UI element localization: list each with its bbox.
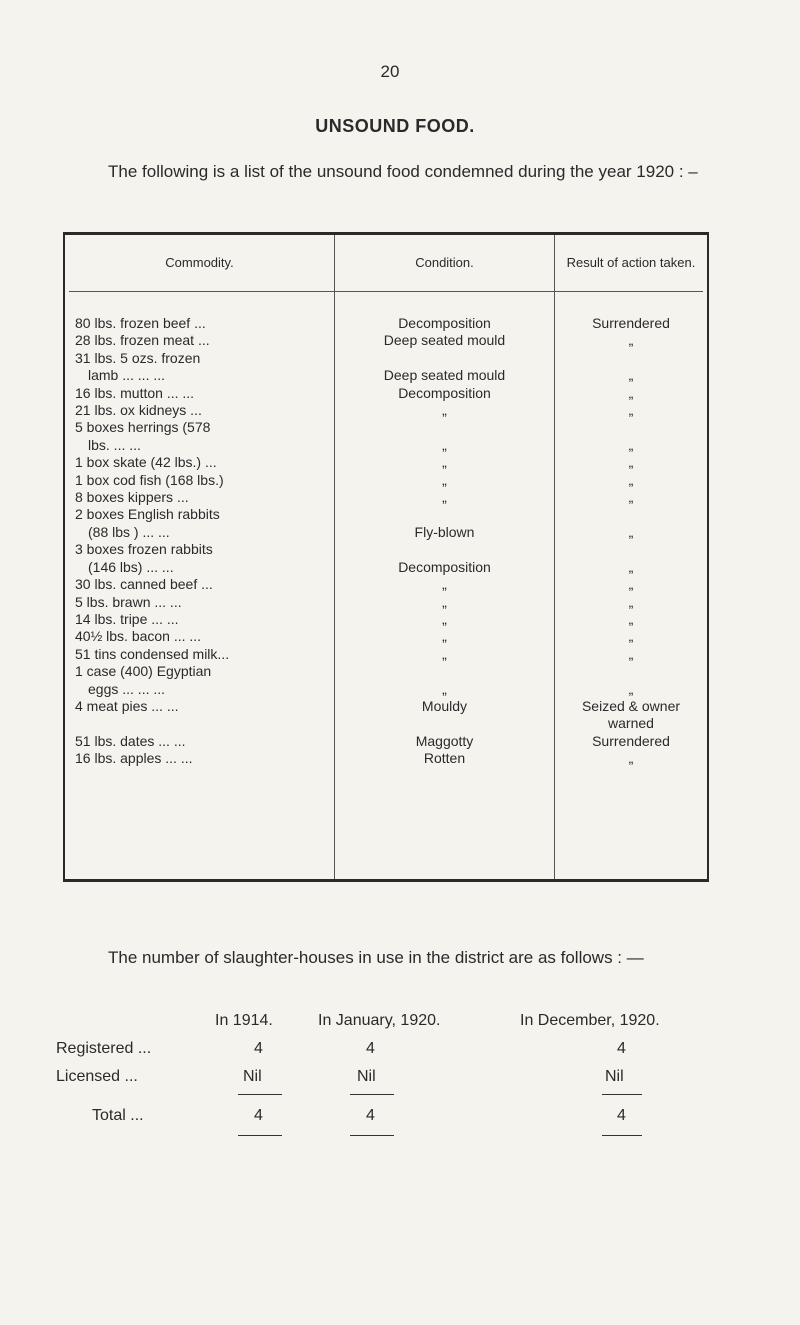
condition-cell: „	[442, 436, 447, 453]
result-cell	[555, 367, 707, 384]
table-row	[65, 402, 707, 419]
table-body	[65, 315, 707, 768]
commodity-cell	[75, 646, 327, 663]
commodity-cell	[75, 663, 327, 698]
commodity-cell	[75, 454, 327, 471]
condition-cell: „	[442, 454, 447, 471]
result-cell	[555, 733, 707, 750]
result-text: Surrendered	[592, 315, 670, 331]
result-cell	[555, 524, 707, 541]
commodity-text: 4 meat pies ... ...	[75, 697, 179, 714]
commodity-text: 51 lbs. dates ... ...	[75, 732, 186, 749]
commodity-text-continued: (88 lbs ) ... ...	[88, 523, 170, 540]
column-header-commodity: Commodity.	[165, 255, 234, 270]
table-row	[65, 576, 707, 593]
commodity-cell	[75, 472, 327, 489]
commodity-text-continued: (146 lbs) ... ...	[88, 558, 174, 575]
header-rule	[69, 291, 703, 292]
sum-rule	[602, 1094, 642, 1095]
commodity-text: 80 lbs. frozen beef ...	[75, 315, 206, 331]
commodity-cell	[75, 594, 327, 611]
row-spacer	[75, 715, 327, 732]
table-row	[65, 315, 707, 332]
condition-cell: Deep seated mould	[383, 332, 506, 349]
result-cell	[555, 332, 707, 349]
commodity-text: 1 case (400) Egyptian	[75, 663, 212, 680]
commodity-cell	[75, 733, 327, 750]
condition-cell: „	[442, 576, 447, 593]
total-rule	[238, 1135, 282, 1136]
result-cell	[555, 681, 707, 698]
table-row	[65, 350, 707, 385]
page-title: UNSOUND FOOD.	[315, 116, 475, 136]
result-text: „	[628, 576, 634, 593]
commodity-cell	[75, 332, 327, 349]
commodity-cell	[75, 350, 327, 385]
sum-rule	[238, 1094, 282, 1095]
condition-cell: Decomposition	[398, 384, 491, 401]
commodity-text: 1 box cod fish (168 lbs.)	[75, 471, 224, 488]
table-row	[65, 611, 707, 628]
table-row	[65, 646, 707, 663]
result-cell	[555, 385, 707, 402]
condition-cell: Rotten	[423, 750, 466, 767]
commodity-text: 3 boxes frozen rabbits	[75, 541, 213, 558]
unsound-food-table	[63, 232, 709, 882]
cell-value: 4	[254, 1107, 263, 1124]
commodity-cell	[75, 698, 327, 733]
result-text: „	[628, 750, 634, 767]
total-rule	[602, 1135, 642, 1136]
condition-cell: „	[442, 471, 447, 488]
condition-cell: „	[442, 402, 447, 419]
table-row	[65, 332, 707, 349]
column-header-jan-1920: In January, 1920.	[318, 1012, 441, 1029]
condition-cell: Mouldy	[421, 697, 468, 714]
result-text: „	[628, 384, 634, 401]
result-text: „	[628, 680, 634, 697]
result-cell	[555, 594, 707, 611]
result-text: „	[628, 628, 634, 645]
condition-cell: „	[442, 628, 447, 645]
result-text-continued: warned	[608, 715, 654, 732]
result-cell	[555, 611, 707, 628]
result-text: „	[628, 332, 634, 349]
result-text: Seized & owner	[581, 697, 681, 714]
result-cell	[555, 750, 707, 767]
result-cell	[555, 559, 707, 576]
condition-cell: Deep seated mould	[383, 367, 506, 384]
slaughter-intro: The number of slaughter-houses in use in the district are as follows : —	[108, 948, 644, 967]
commodity-text: 16 lbs. mutton ... ...	[75, 384, 195, 401]
result-cell	[555, 454, 707, 471]
result-text: „	[628, 367, 634, 384]
sum-rule	[350, 1094, 394, 1095]
column-header-condition: Condition.	[415, 255, 474, 270]
table-row	[65, 489, 707, 506]
commodity-cell	[75, 611, 327, 628]
column-header-result: Result of action taken.	[566, 255, 696, 270]
result-cell	[555, 698, 707, 733]
commodity-cell	[75, 576, 327, 593]
condition-cell: „	[442, 610, 447, 627]
result-text: Surrendered	[592, 732, 670, 749]
result-cell	[555, 628, 707, 645]
table-row	[65, 454, 707, 471]
result-text: „	[628, 593, 634, 610]
result-cell	[555, 489, 707, 506]
table-row	[65, 663, 707, 698]
commodity-text: 40½ lbs. bacon ... ...	[75, 628, 202, 645]
commodity-cell	[75, 750, 327, 767]
commodity-cell	[75, 628, 327, 645]
result-cell	[555, 315, 707, 332]
commodity-text: 31 lbs. 5 ozs. frozen	[75, 349, 201, 366]
table-row	[65, 541, 707, 576]
condition-cell: „	[442, 489, 447, 506]
result-text: „	[628, 489, 634, 506]
commodity-text: 30 lbs. canned beef ...	[75, 576, 213, 593]
condition-cell: Maggotty	[415, 732, 474, 749]
row-label-registered: Registered ...	[56, 1040, 152, 1057]
commodity-cell	[75, 419, 327, 454]
result-cell	[555, 646, 707, 663]
result-cell	[555, 437, 707, 454]
result-cell	[555, 576, 707, 593]
commodity-text: 8 boxes kippers ...	[75, 489, 189, 506]
condition-cell: „	[442, 645, 447, 662]
result-text: „	[628, 645, 634, 662]
condition-cell: Fly-blown	[414, 523, 475, 540]
commodity-text-continued: lbs. ... ...	[88, 436, 141, 453]
page-number: 20	[380, 62, 400, 81]
commodity-cell	[75, 489, 327, 506]
result-text: „	[628, 523, 634, 540]
table-row	[65, 733, 707, 750]
column-header-dec-1920: In December, 1920.	[520, 1012, 660, 1029]
commodity-text: 1 box skate (42 lbs.) ...	[75, 454, 217, 471]
condition-cell: „	[442, 593, 447, 610]
commodity-text: 28 lbs. frozen meat ...	[75, 332, 210, 349]
commodity-text: 5 lbs. brawn ... ...	[75, 593, 182, 610]
result-text: „	[628, 402, 634, 419]
column-header-1914: In 1914.	[215, 1012, 273, 1029]
table-row	[65, 419, 707, 454]
commodity-text: 2 boxes English rabbits	[75, 506, 220, 523]
commodity-text-continued: eggs ... ... ...	[88, 680, 166, 697]
table-row	[65, 472, 707, 489]
cell-value: 4	[366, 1107, 375, 1124]
commodity-text: 16 lbs. apples ... ...	[75, 750, 193, 767]
condition-cell: Decomposition	[398, 315, 491, 331]
cell-value: Nil	[605, 1068, 624, 1085]
commodity-cell	[75, 506, 327, 541]
table-row	[65, 594, 707, 611]
result-text: „	[628, 610, 634, 627]
result-text: „	[628, 454, 634, 471]
cell-value: 4	[617, 1107, 626, 1124]
commodity-text: 21 lbs. ox kidneys ...	[75, 402, 202, 419]
result-text: „	[628, 436, 634, 453]
table-row	[65, 506, 707, 541]
table-row	[65, 698, 707, 733]
cell-value: 4	[254, 1040, 263, 1057]
table-row	[65, 750, 707, 767]
table-row	[65, 628, 707, 645]
total-rule	[350, 1135, 394, 1136]
commodity-text: 14 lbs. tripe ... ...	[75, 610, 179, 627]
commodity-text-continued: lamb ... ... ...	[88, 367, 166, 384]
intro-paragraph: The following is a list of the unsound food condemned during the year 1920 : –	[108, 162, 698, 181]
commodity-text: 5 boxes herrings (578	[75, 419, 211, 436]
result-cell	[555, 402, 707, 419]
cell-value: 4	[617, 1040, 626, 1057]
condition-cell: „	[442, 680, 447, 697]
commodity-cell	[75, 402, 327, 419]
commodity-text: 51 tins condensed milk...	[75, 645, 230, 662]
cell-value: Nil	[243, 1068, 262, 1085]
commodity-cell	[75, 541, 327, 576]
cell-value: Nil	[357, 1068, 376, 1085]
commodity-cell	[75, 385, 327, 402]
commodity-cell	[75, 315, 327, 332]
row-label-licensed: Licensed ...	[56, 1068, 138, 1085]
result-text: „	[628, 471, 634, 488]
result-cell	[555, 472, 707, 489]
condition-cell: Decomposition	[398, 558, 491, 575]
cell-value: 4	[366, 1040, 375, 1057]
result-text: „	[628, 558, 634, 575]
row-label-total: Total ...	[92, 1107, 144, 1124]
table-row	[65, 385, 707, 402]
